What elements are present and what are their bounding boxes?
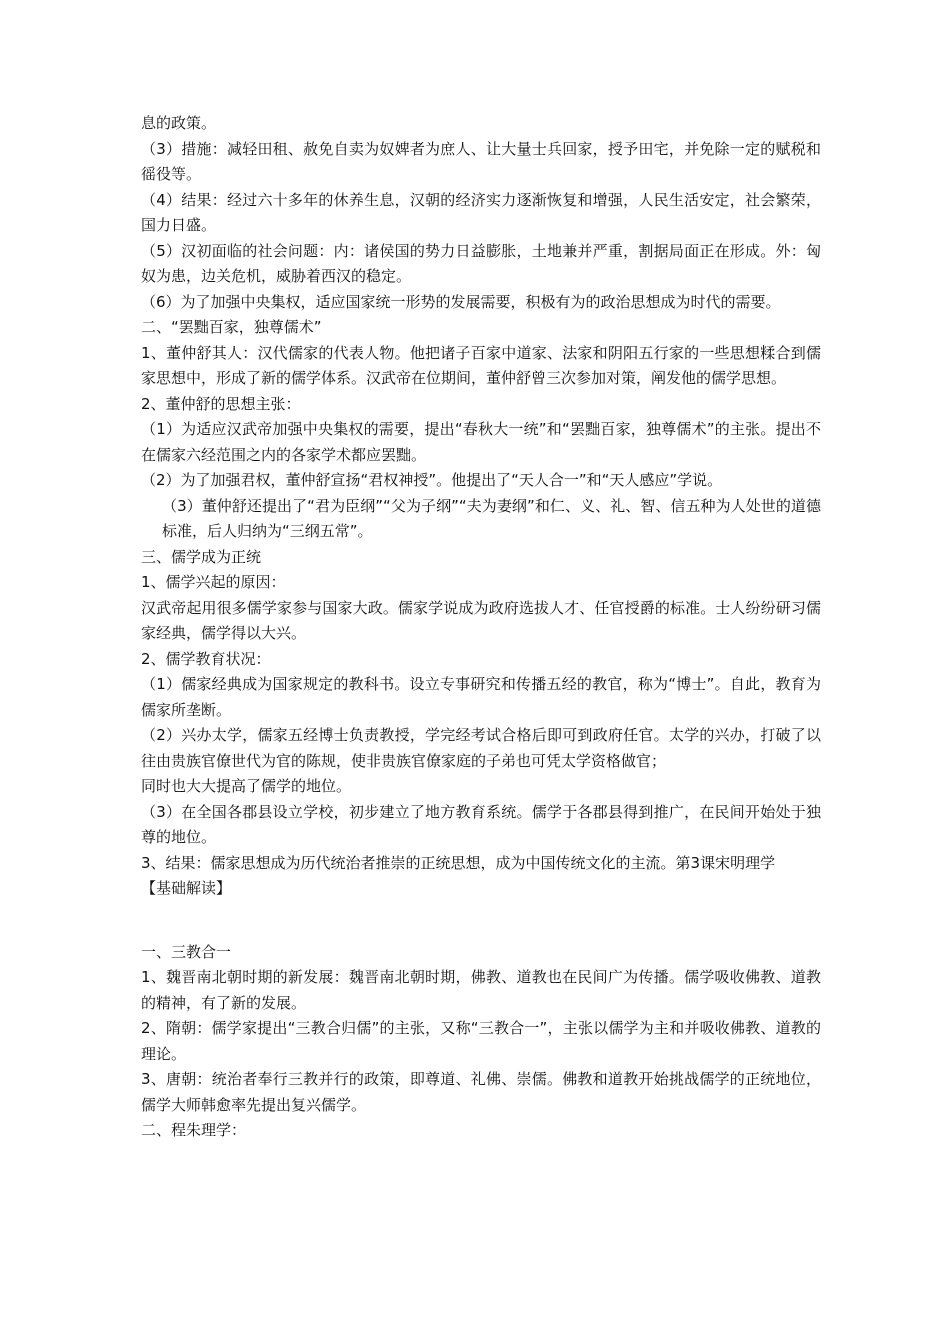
paragraph-education-2-cont: 同时也大大提高了儒学的地位。 [141, 777, 352, 795]
paragraph-dong-thoughts-heading: 2、董仲舒的思想主张： [141, 394, 301, 413]
paragraph-sui: 2、隋朝：儒学家提出“三教合归儒”的主张，又称“三教合一”，主张以儒学为主和并吸收佛教、道教的理论。 [141, 1019, 821, 1063]
blank-line [141, 902, 821, 940]
paragraph-basic-interpretation: 【基础解读】 [141, 879, 232, 897]
paragraph-education-3: （3）在全国各郡县设立学校，初步建立了地方教育系统。儒学于各郡县得到推广，在民间开始处于独尊的地位。 [141, 802, 821, 846]
paragraph-results: （4）结果：经过六十多年的休养生息，汉朝的经济实力逐渐恢复和增强，人民生活安定，社会繁荣，国力日盛。 [141, 190, 821, 234]
paragraph-dong-zhongshu: 1、董仲舒其人：汉代儒家的代表人物。他把诸子百家中道家、法家和阴阳五行家的一些思想糅合到儒家思想中，形成了新的儒学体系。汉武帝在位期间，董仲舒曾三次参加对策，阐发他的儒学思想。 [141, 343, 821, 387]
section-heading-orthodoxy: 三、儒学成为正统 [141, 547, 262, 566]
paragraph-policy-end: 息的政策。 [141, 114, 217, 132]
paragraph-tang: 3、唐朝：统治者奉行三教并行的政策，即尊道、礼佛、崇儒。佛教和道教开始挑战儒学的正统地位，儒学大师韩愈率先提出复兴儒学。 [141, 1070, 821, 1114]
paragraph-rise-reasons: 汉武帝起用很多儒学家参与国家大政。儒家学说成为政府选拔人才、任官授爵的标准。士人纷纷研习儒家经典，儒学得以大兴。 [141, 598, 821, 642]
section-heading-cheng-zhu: 二、程朱理学： [141, 1121, 247, 1139]
section-heading-three-teachings: 一、三教合一 [141, 942, 232, 961]
paragraph-thought-2: （2）为了加强君权，董仲舒宣扬“君权神授”。他提出了“天人合一”和“天人感应”学说。 [141, 471, 723, 489]
paragraph-measures: （3）措施：减轻田租、赦免自卖为奴婢者为庶人、让大量士兵回家，授予田宅，并免除一定的赋税和徭役等。 [141, 139, 821, 183]
section-heading-confucianism: 二、“罢黜百家，独尊儒术” [141, 318, 322, 336]
document-page [141, 111, 821, 1144]
paragraph-education-heading: 2、儒学教育状况： [141, 649, 271, 668]
paragraph-thought-1: （1）为适应汉武帝加强中央集权的需要，提出“春秋大一统”和“罢黜百家，独尊儒术”的主张。提出不在儒家六经范围之内的各家学术都应罢黜。 [141, 420, 821, 464]
paragraph-education-2: （2）兴办太学，儒家五经博士负责教授，学完经考试合格后即可到政府任官。太学的兴办，打破了以往由贵族官僚世代为官的陈规，使非贵族官僚家庭的子弟也可凭太学资格做官； [141, 726, 821, 770]
paragraph-rise-reasons-heading: 1、儒学兴起的原因： [141, 573, 286, 591]
paragraph-result-lesson3: 3、结果：儒家思想成为历代统治者推崇的正统思想，成为中国传统文化的主流。第3课宋明理学 [141, 853, 776, 872]
paragraph-social-problems: （5）汉初面临的社会问题：内：诸侯国的势力日益膨胀，土地兼并严重，割据局面正在形成。外：匈奴为患，边关危机，威胁着西汉的稳定。 [141, 241, 821, 285]
paragraph-weijin: 1、魏晋南北朝时期的新发展：魏晋南北朝时期，佛教、道教也在民间广为传播。儒学吸收佛教、道教的精神，有了新的发展。 [141, 968, 821, 1012]
paragraph-centralization: （6）为了加强中央集权，适应国家统一形势的发展需要，积极有为的政治思想成为时代的需要。 [141, 292, 781, 311]
paragraph-education-1: （1）儒家经典成为国家规定的教科书。设立专事研究和传播五经的教官，称为“博士”。自此，教育为儒家所垄断。 [141, 675, 821, 719]
paragraph-thought-3: （3）董仲舒还提出了“君为臣纲”“父为子纲”“夫为妻纲”和仁、义、礼、智、信五种为人处世的道德标准，后人归纳为“三纲五常”。 [162, 496, 821, 540]
